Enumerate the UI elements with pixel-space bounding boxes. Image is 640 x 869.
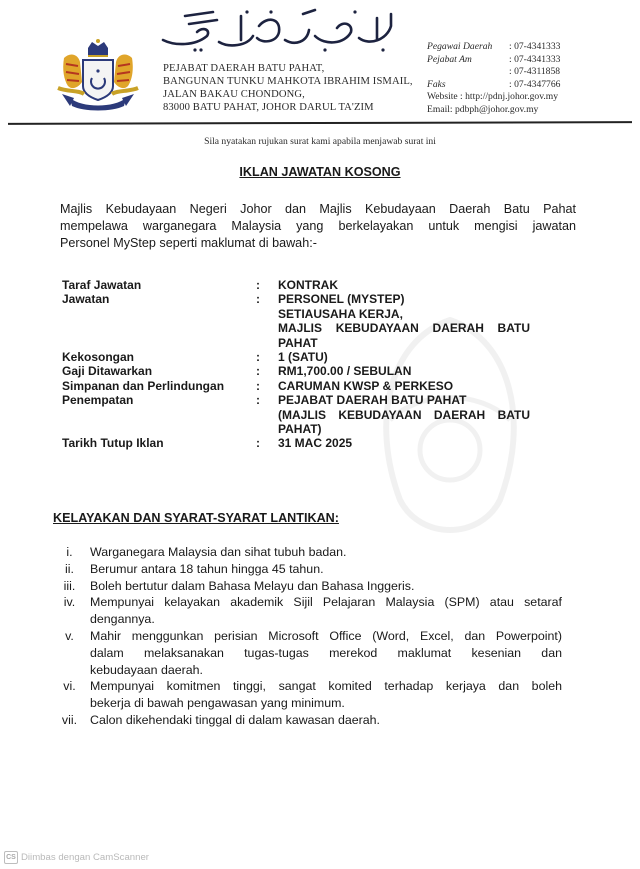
- list-number: vi.: [63, 679, 76, 694]
- detail-value-line: PERSONEL (MYSTEP): [278, 292, 405, 307]
- detail-label: Gaji Ditawarkan: [62, 364, 153, 379]
- list-item: [54, 578, 564, 595]
- list-text: [90, 712, 562, 729]
- list-text: [90, 628, 562, 678]
- detail-value: [278, 436, 530, 450]
- detail-value-line: 31 MAC 2025: [278, 436, 353, 451]
- list-number: v.: [65, 628, 74, 643]
- list-number: i.: [66, 545, 73, 559]
- job-details: [62, 278, 530, 451]
- contact-row: [427, 54, 560, 67]
- detail-value-line: PAHAT): [278, 422, 322, 437]
- detail-label: Simpanan dan Perlindungan: [62, 378, 225, 393]
- contact-value: : 07-4311858: [509, 66, 561, 77]
- list-text-line: kebudayaan daerah.: [90, 662, 203, 677]
- contact-label: Pejabat Am: [427, 53, 472, 65]
- contact-block: [427, 41, 560, 116]
- list-text: [90, 544, 562, 561]
- contact-label: Faks: [427, 78, 446, 90]
- camscanner-logo-icon: CS: [4, 851, 18, 864]
- detail-value: [278, 393, 530, 436]
- detail-value-line: SETIAUSAHA KERJA,: [278, 306, 403, 321]
- detail-label: Taraf Jawatan: [62, 278, 142, 292]
- detail-value-line: KONTRAK: [278, 278, 338, 292]
- detail-colon: :: [256, 292, 260, 307]
- contact-row: [427, 66, 560, 79]
- jawi-title-icon: [155, 6, 400, 54]
- intro-line: mempelawa warganegara Malaysia yang berkelayakan untuk mengisi jawatan: [60, 219, 576, 233]
- list-text-line: Calon dikehendaki tinggal di dalam kawasan daerah.: [90, 712, 380, 727]
- detail-colon: :: [256, 436, 260, 451]
- list-item: [54, 594, 564, 628]
- page-title: [0, 165, 640, 179]
- list-text-line: Mahir menggunkan perisian Microsoft Office (Word, Excel, dan Powerpoint): [90, 628, 562, 643]
- intro-line: Personel MyStep seperti maklumat di bawah:-: [60, 236, 317, 250]
- list-text-line: Boleh bertutur dalam Bahasa Melayu dan Bahasa Inggeris.: [90, 578, 415, 593]
- intro-line: Majlis Kebudayaan Negeri Johor dan Majlis Kebudayaan Daerah Batu Pahat: [60, 202, 576, 216]
- detail-value: [278, 364, 530, 378]
- camscanner-watermark: [4, 851, 149, 864]
- detail-value-line: 1 (SATU): [278, 350, 328, 365]
- detail-value: [278, 292, 530, 350]
- address-line: JALAN BAKAU CHONDONG,: [163, 89, 305, 100]
- list-text-line: dengannya.: [90, 612, 155, 627]
- list-text-line: dalam melaksanakan tugas-tugas merekod maklumat kesenian dan: [90, 645, 562, 660]
- list-text: [90, 561, 562, 578]
- list-item: [54, 628, 564, 678]
- email-link[interactable]: Email: pdbph@johor.gov.my: [427, 103, 539, 115]
- requirements-heading-text: KELAYAKAN DAN SYARAT-SYARAT LANTIKAN:: [53, 511, 339, 525]
- contact-row: [427, 41, 560, 54]
- list-text-line: Berumur antara 18 tahun hingga 45 tahun.: [90, 561, 324, 576]
- website-link[interactable]: Website : http://pdnj.johor.gov.my: [427, 91, 559, 102]
- detail-value-line: MAJLIS KEBUDAYAAN DAERAH BATU: [278, 321, 530, 336]
- reference-note: Sila nyatakan rujukan surat kami apabila menjawab surat ini: [204, 136, 436, 147]
- detail-value-line: PEJABAT DAERAH BATU PAHAT: [278, 393, 467, 408]
- contact-label: [427, 66, 509, 79]
- detail-value: [278, 379, 530, 393]
- detail-colon: :: [256, 364, 260, 379]
- contact-label: Pegawai Daerah: [427, 41, 493, 52]
- detail-value: [278, 350, 530, 364]
- address-line: 83000 BATU PAHAT, JOHOR DARUL TA'ZIM: [163, 102, 374, 113]
- address-line: BANGUNAN TUNKU MAHKOTA IBRAHIM ISMAIL,: [163, 76, 413, 87]
- contact-value: : 07-4341333: [509, 41, 561, 52]
- list-text: [90, 678, 562, 712]
- detail-label: Jawatan: [62, 292, 110, 307]
- list-item: [54, 561, 564, 578]
- detail-row-simpanan: [62, 379, 530, 393]
- contact-row: [427, 79, 560, 92]
- list-text-line: bekerja di bawah pengawasan yang minimum.: [90, 696, 345, 711]
- detail-row-jawatan: [62, 292, 530, 350]
- list-item: [54, 678, 564, 712]
- list-item: [54, 544, 564, 561]
- list-number: iii.: [63, 578, 76, 593]
- detail-value-line: PAHAT: [278, 335, 318, 350]
- intro-paragraph: [60, 201, 576, 252]
- list-text: [90, 594, 562, 628]
- page-title-text: IKLAN JAWATAN KOSONG: [239, 165, 401, 179]
- requirements-heading: [53, 511, 339, 525]
- detail-value-line: CARUMAN KWSP & PERKESO: [278, 378, 454, 393]
- detail-value-line: (MAJLIS KEBUDAYAAN DAERAH BATU: [278, 407, 530, 422]
- detail-value-line: RM1,700.00 / SEBULAN: [278, 364, 412, 379]
- office-address: [163, 62, 413, 114]
- detail-label: Penempatan: [62, 393, 134, 408]
- list-text: [90, 578, 562, 595]
- list-number: iv.: [63, 595, 76, 610]
- johor-crest-icon: [52, 36, 144, 112]
- requirements-list: [54, 544, 564, 729]
- detail-row-penempatan: [62, 393, 530, 436]
- detail-row-kekosongan: [62, 350, 530, 364]
- list-text-line: Mempunyai komitmen tinggi, sangat komited terhadap kerjaya dan boleh: [90, 679, 562, 694]
- list-number: vii.: [61, 712, 78, 727]
- detail-colon: :: [256, 278, 260, 292]
- detail-value: [278, 278, 530, 292]
- list-text-line: Warganegara Malaysia dan sihat tubuh badan.: [90, 545, 347, 559]
- detail-colon: :: [256, 350, 260, 365]
- list-number: ii.: [65, 561, 74, 576]
- detail-row-gaji: [62, 364, 530, 378]
- detail-colon: :: [256, 378, 260, 393]
- detail-colon: :: [256, 393, 260, 408]
- list-item: [54, 712, 564, 729]
- detail-label: Tarikh Tutup Iklan: [62, 436, 164, 451]
- list-text-line: Mempunyai kelayakan akademik Sijil Pelajaran Malaysia (SPM) atau setaraf: [90, 595, 562, 610]
- detail-label: Kekosongan: [62, 350, 135, 365]
- camscanner-text: Diimbas dengan CamScanner: [21, 852, 149, 863]
- contact-value: : 07-4347766: [509, 78, 561, 90]
- address-line: PEJABAT DAERAH BATU PAHAT,: [163, 63, 325, 74]
- contact-value: : 07-4341333: [509, 53, 561, 65]
- header-divider: [8, 121, 632, 125]
- detail-row-taraf: [62, 278, 530, 292]
- detail-row-tarikh-tutup: [62, 436, 530, 450]
